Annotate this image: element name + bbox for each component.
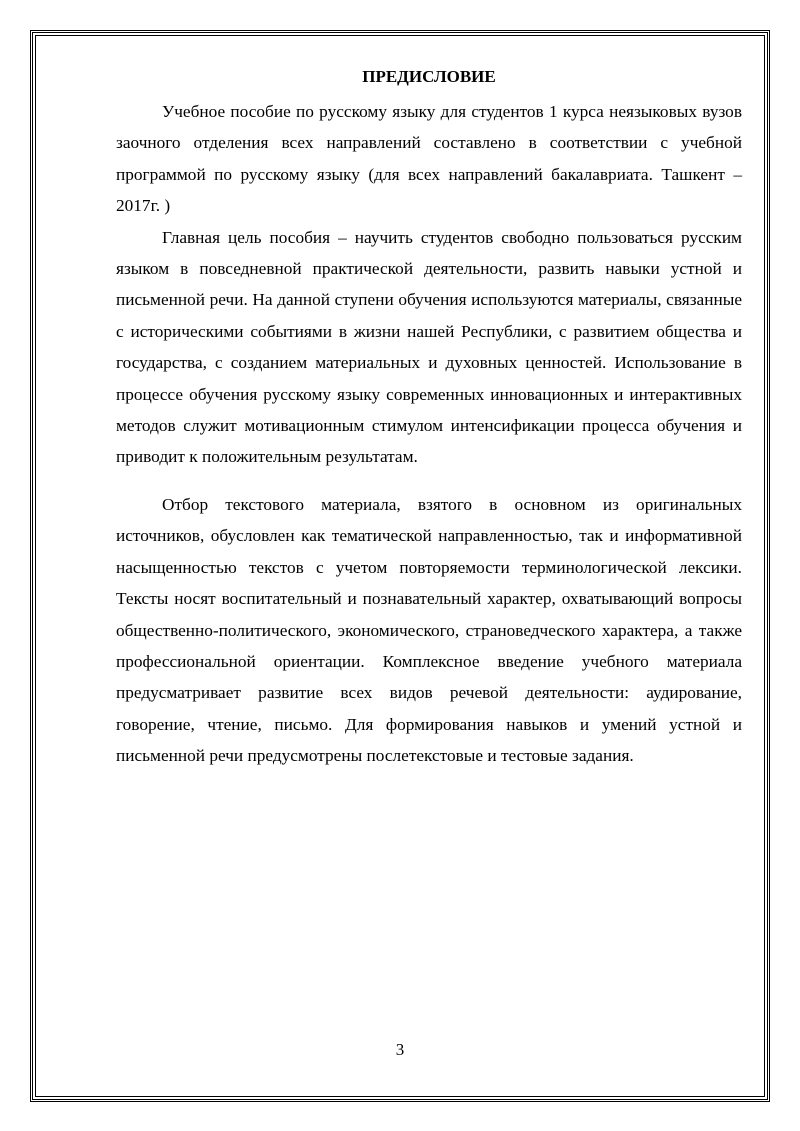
paragraph-material: Отбор текстового материала, взятого в основном из оригинальных источников, обусловлен как тематической направленностью, так и информативной насыщенностью текстов с учетом повторяемости терминологической лексики. Тексты носят воспитательный и познавательный характер, охватывающий вопросы общественно-политического, экономического, страноведческого характера, а также профессиональной ориентации. Комплексное введение учебного материала предусматривает развитие всех видов речевой деятельности: аудирование, говорение, чтение, письмо. Для формирования навыков и умений устной и письменной речи предусмотрены послетекстовые и тестовые задания. <box>116 494 742 766</box>
page-number: 3 <box>395 1040 405 1059</box>
paragraph-goal: Главная цель пособия – научить студентов свободно пользоваться русским языком в повседневной практической деятельности, развить навыки устной и письменной речи. На данной ступени обучения используются материалы, связанные с историческими событиями в жизни нашей Республики, с развитием общества и государства, с созданием материальных и духовных ценностей. Использование в процессе обучения русскому языку современных инновационных и интерактивных методов служит мотивационным стимулом интенсификации процесса обучения и приводит к положительным результатам. <box>116 227 742 467</box>
paragraph-intro: Учебное пособие по русскому языку для студентов 1 курса неязыковых вузов заочного отделения всех направлений составлено в соответствии с учебной программой по русскому языку (для всех направлений бакалавриата. Ташкент – 2017г. ) <box>116 102 742 216</box>
document-body <box>116 66 742 772</box>
page-title: ПРЕДИСЛОВИЕ <box>362 67 496 86</box>
